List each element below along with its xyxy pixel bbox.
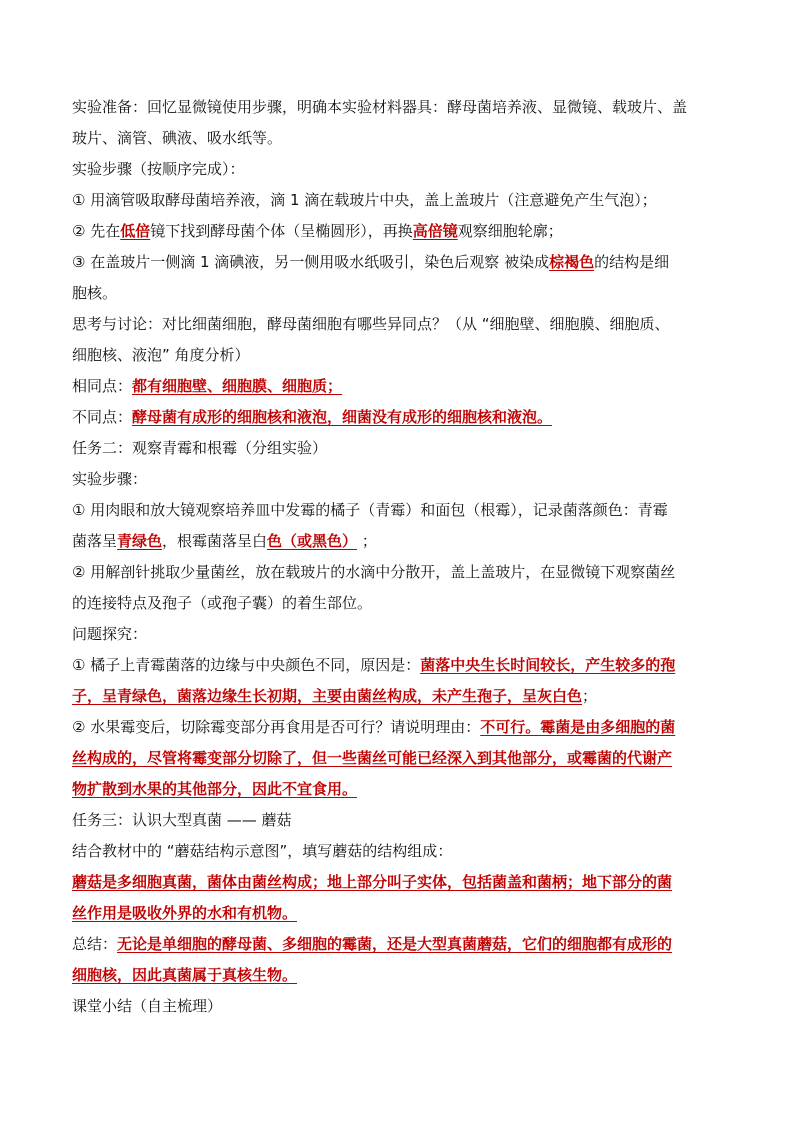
text-run: 问题探究： xyxy=(72,625,148,643)
text-line xyxy=(72,92,724,123)
text-line xyxy=(72,247,724,278)
answer-text: 物扩散到水果的其他部分，因此不宜食用。 xyxy=(72,780,358,798)
answer-text: 棕褐色 xyxy=(549,253,595,271)
text-run: ② 先在 xyxy=(72,222,121,240)
answer-text: 都有细胞壁、细胞膜、细胞质； xyxy=(132,377,343,395)
text-run: ② 水果霉变后，切除霉变部分再食用是否可行？请说明理由： xyxy=(72,718,481,736)
text-run: ① 橘子上青霉菌落的边缘与中央颜色不同，原因是： xyxy=(72,656,421,674)
text-line xyxy=(72,712,724,743)
text-line xyxy=(72,216,724,247)
document-body xyxy=(72,92,724,1022)
text-line xyxy=(72,960,724,991)
text-line xyxy=(72,185,724,216)
text-line xyxy=(72,743,724,774)
text-run: 课堂小结（自主梳理） xyxy=(72,997,223,1015)
text-run: ② 用解剖针挑取少量菌丝，放在载玻片的水滴中分散开，盖上盖玻片，在显微镜下观察菌丝 xyxy=(72,563,676,581)
text-line xyxy=(72,154,724,185)
text-run: 任务二：观察青霉和根霉（分组实验） xyxy=(72,439,328,457)
answer-text: 丝构成的，尽管将霉变部分切除了，但一些菌丝可能已经深入到其他部分，或霉菌的代谢产 xyxy=(72,749,673,767)
text-run: 观察细胞轮廓； xyxy=(457,222,563,240)
text-line xyxy=(72,433,724,464)
text-run: 细胞核、液泡” 角度分析） xyxy=(72,346,250,364)
text-run: 实验准备：回忆显微镜使用步骤，明确本实验材料器具：酵母菌培养液、显微镜、载玻片、盖 xyxy=(72,98,688,116)
text-line xyxy=(72,898,724,929)
text-line xyxy=(72,929,724,960)
text-line xyxy=(72,309,724,340)
text-run: 镜下找到酵母菌个体（呈椭圆形），再换 xyxy=(150,222,413,240)
answer-text: 丝作用是吸收外界的水和有机物。 xyxy=(72,904,298,922)
answer-text: 菌落中央生长时间较长，产生较多的孢 xyxy=(420,656,676,674)
text-line xyxy=(72,805,724,836)
text-run: 菌落呈 xyxy=(72,532,118,550)
text-line xyxy=(72,619,724,650)
text-run: ，根霉菌落呈白 xyxy=(162,532,268,550)
answer-text: 不可行。霉菌是由多细胞的菌 xyxy=(480,718,676,736)
text-line xyxy=(72,495,724,526)
text-run: 总结： xyxy=(72,935,118,953)
text-line xyxy=(72,836,724,867)
answer-text: 无论是单细胞的酵母菌、多细胞的霉菌，还是大型真菌蘑菇，它们的细胞都有成形的 xyxy=(117,935,673,953)
answer-text: 低倍 xyxy=(120,222,151,240)
text-line xyxy=(72,464,724,495)
text-run: 胞核。 xyxy=(72,284,118,302)
answer-text: 色（或黑色） xyxy=(267,532,358,550)
text-line xyxy=(72,991,724,1022)
text-line xyxy=(72,557,724,588)
text-run: ； xyxy=(582,687,598,705)
text-run: ① 用肉眼和放大镜观察培养皿中发霉的橘子（青霉）和面包（根霉），记录菌落颜色：青霉 xyxy=(72,501,668,519)
text-run: 结合教材中的 “蘑菇结构示意图”，填写蘑菇的结构组成： xyxy=(72,842,453,860)
text-run: 玻片、滴管、碘液、吸水纸等。 xyxy=(72,129,283,147)
text-line xyxy=(72,371,724,402)
text-run: 实验步骤： xyxy=(72,470,148,488)
text-run: 思考与讨论：对比细菌细胞，酵母菌细胞有哪些异同点？（从 “细胞壁、细胞膜、细胞质、 xyxy=(72,315,670,333)
answer-text: 青绿色 xyxy=(117,532,163,550)
text-line xyxy=(72,588,724,619)
text-line xyxy=(72,681,724,712)
text-run: 不同点： xyxy=(72,408,133,426)
text-run: 的结构是细 xyxy=(594,253,670,271)
answer-text: 蘑菇是多细胞真菌，菌体由菌丝构成；地上部分叫子实体，包括菌盖和菌柄；地下部分的菌 xyxy=(72,873,673,891)
text-line xyxy=(72,402,724,433)
text-run: ； xyxy=(357,532,377,550)
text-line xyxy=(72,774,724,805)
text-run: 相同点： xyxy=(72,377,133,395)
text-line xyxy=(72,526,724,557)
answer-text: 子，呈青绿色，菌落边缘生长初期，主要由菌丝构成，未产生孢子，呈灰白色 xyxy=(72,687,583,705)
answer-text: 细胞核，因此真菌属于真核生物。 xyxy=(72,966,298,984)
answer-text: 高倍镜 xyxy=(412,222,458,240)
text-run: 实验步骤（按顺序完成）： xyxy=(72,160,245,178)
answer-text: 酵母菌有成形的细胞核和液泡，细菌没有成形的细胞核和液泡。 xyxy=(132,408,553,426)
text-line xyxy=(72,123,724,154)
text-run: ① 用滴管吸取酵母菌培养液，滴 1 滴在载玻片中央，盖上盖玻片（注意避免产生气泡）； xyxy=(72,191,657,209)
text-run: 的连接特点及孢子（或孢子囊）的着生部位。 xyxy=(72,594,373,612)
text-line xyxy=(72,867,724,898)
text-line xyxy=(72,278,724,309)
text-line xyxy=(72,340,724,371)
text-run: ③ 在盖玻片一侧滴 1 滴碘液，另一侧用吸水纸吸引，染色后观察 被染成 xyxy=(72,253,550,271)
text-line xyxy=(72,650,724,681)
text-run: 任务三：认识大型真菌 —— 蘑菇 xyxy=(72,811,292,829)
